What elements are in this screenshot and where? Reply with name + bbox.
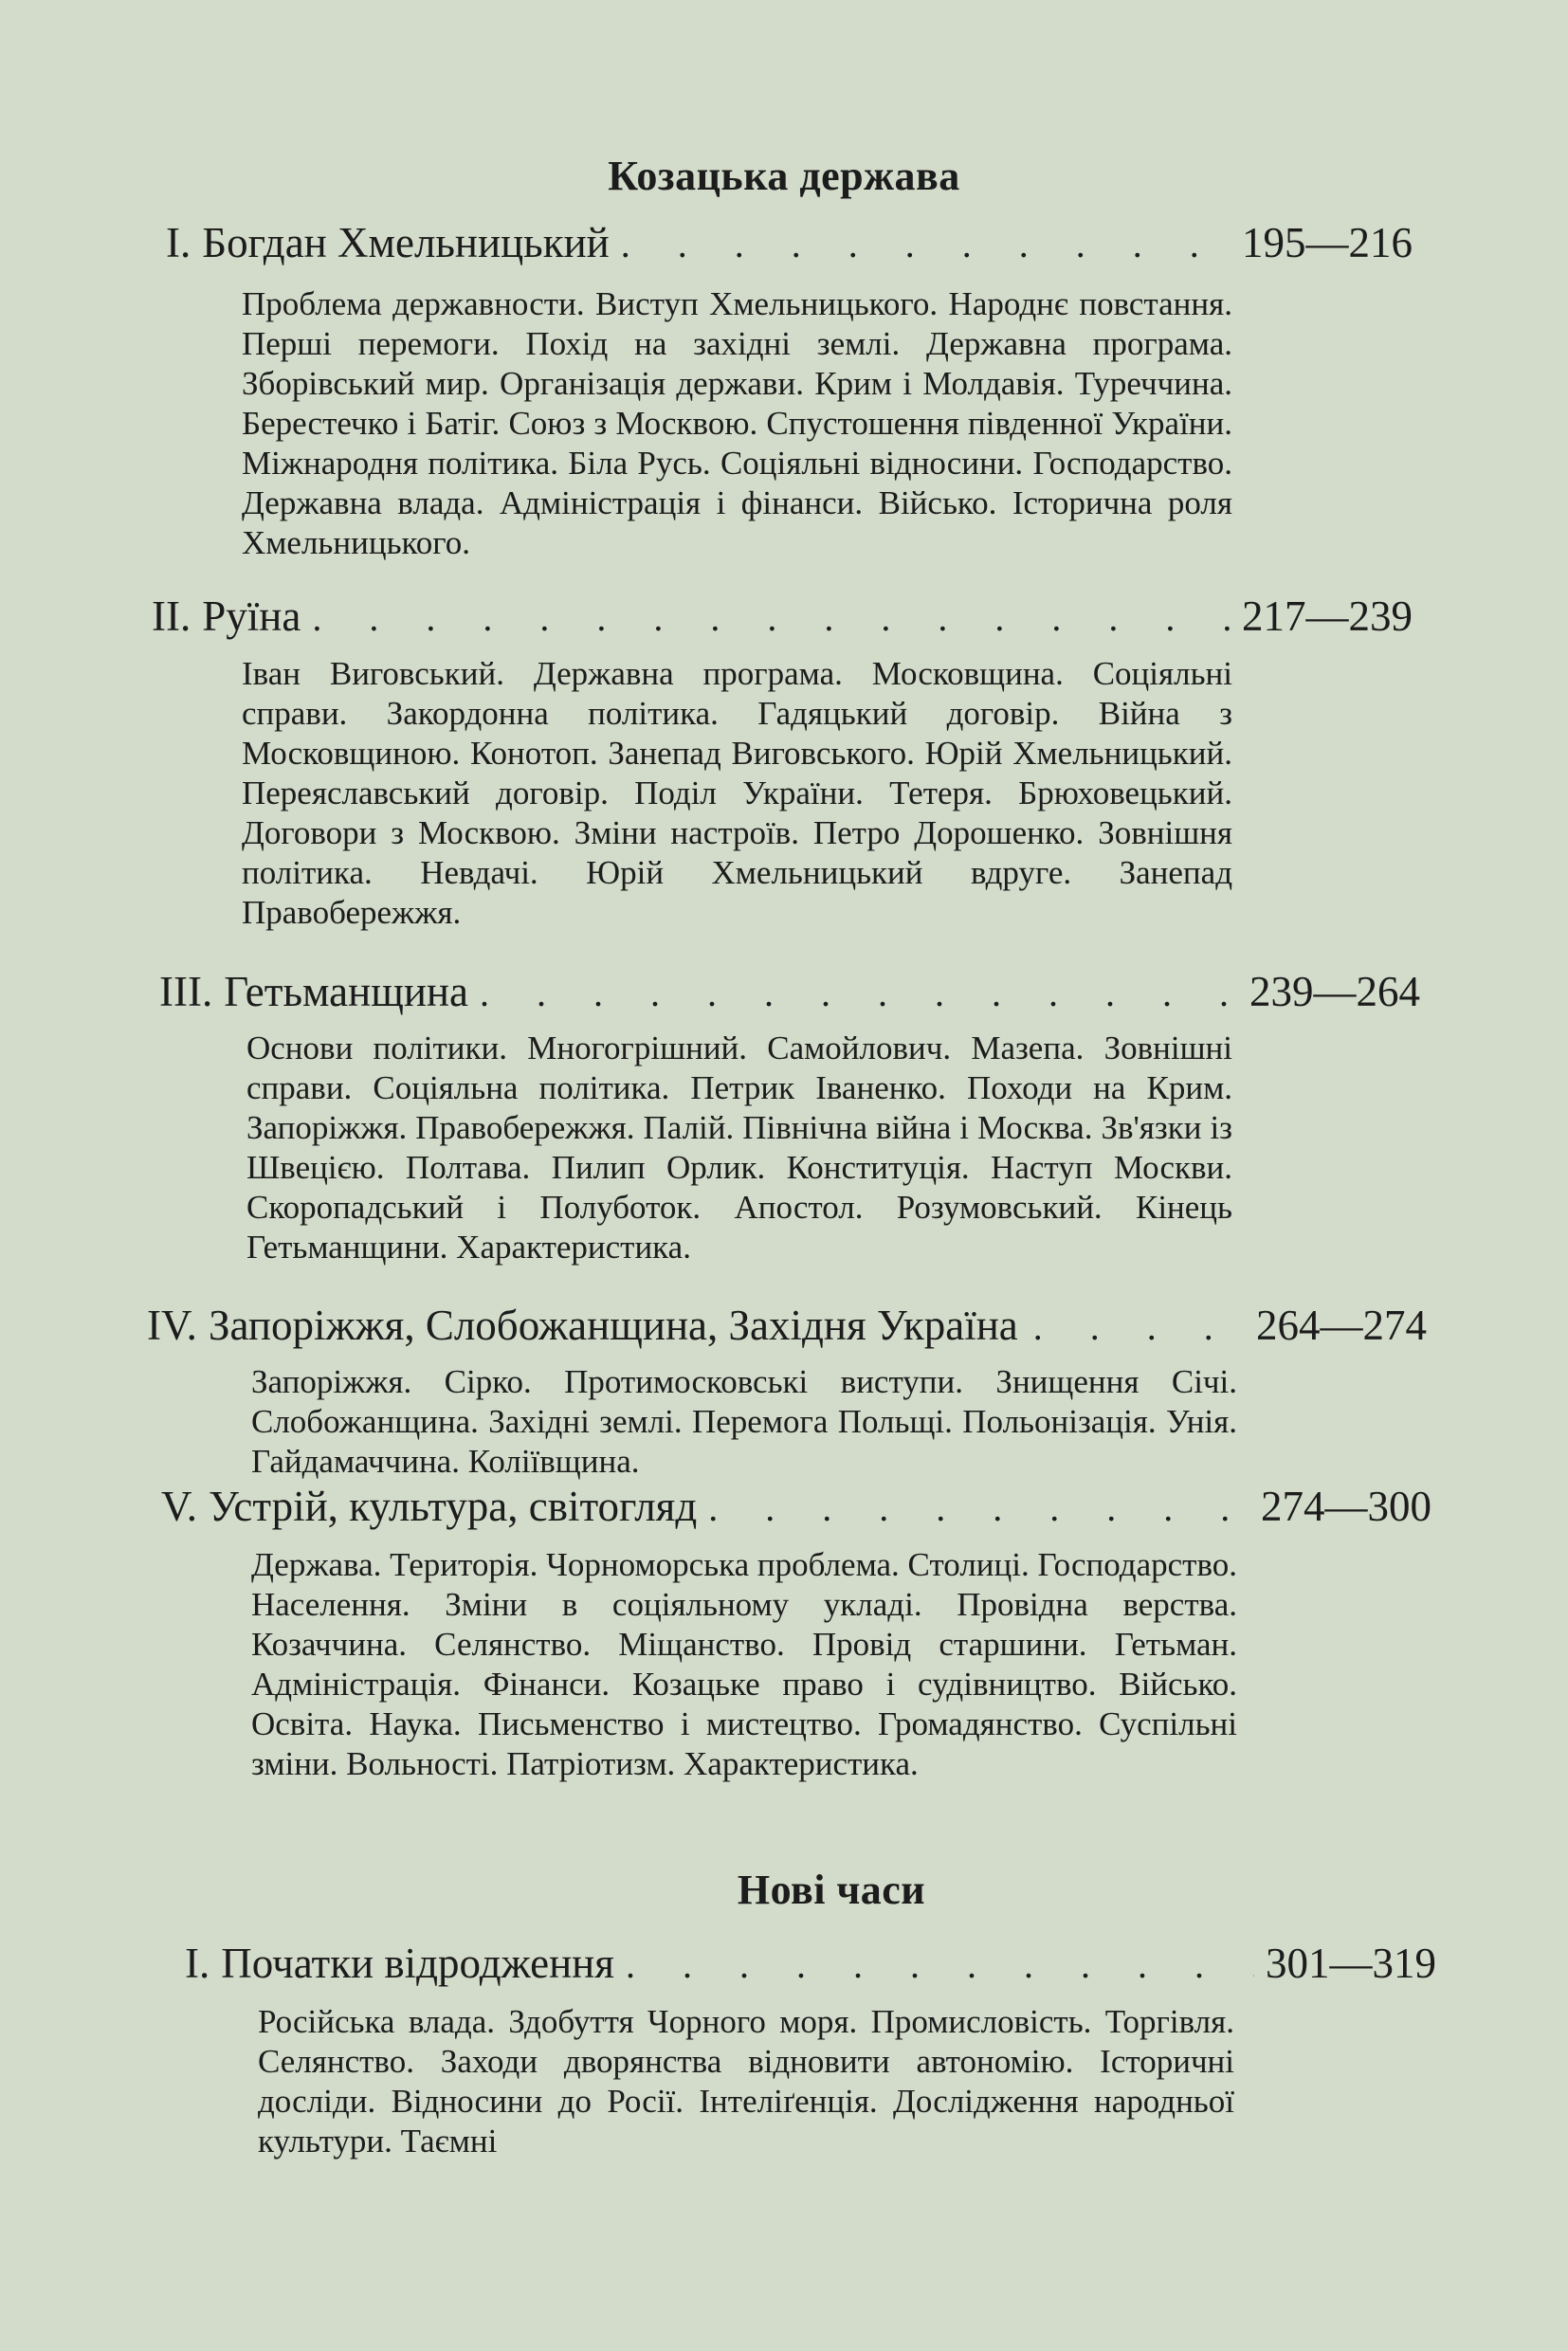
chapter-heading-2	[152, 592, 1413, 643]
chapter-summary: Основи політики. Многогрішний. Самойлович. Мазепа. Зовнішні справи. Соціяльна політика. Петрик Іваненко. Походи на Крим. Запоріжжя. Правобережжя. Палій. Північна війна і Москва. Зв'язки із Швецією. Полтава. Пилип Орлик. Конституція. Наступ Москви. Скоропадський і Полуботок. Апостол. Розумовський. Кінець Гетьманщини. Характеристика.	[246, 1030, 1232, 1266]
chapter-summary: Держава. Територія. Чорноморська проблема. Столиці. Господарство. Населення. Зміни в соціяльному укладі. Провідна верства. Козаччина. Селянство. Міщанство. Провід старшини. Гетьман. Адміністрація. Фінанси. Козацьке право і судівництво. Військо. Освіта. Наука. Письменство і мистецтво. Громадянство. Суспільні зміни. Вольності. Патріотизм. Характеристика.	[251, 1546, 1237, 1782]
chapter-summary: Іван Виговський. Державна програма. Московщина. Соціяльні справи. Закордонна політика. Гадяцький договір. Війна з Московщиною. Конотоп. Занепад Виговського. Юрій Хмельницький. Переяславський договір. Поділ України. Тетеря. Брюховецький. Договори з Москвою. Зміни настроїв. Петро Дорошенко. Зовнішня політика. Невдачі. Юрій Хмельницький вдруге. Занепад Правобережжя.	[242, 655, 1232, 931]
dot-leader	[626, 1942, 1254, 1987]
chapter-number: II.	[152, 592, 191, 640]
chapter-number: III.	[159, 968, 213, 1015]
chapter-title: Запоріжжя, Слобожанщина, Західня Україна	[208, 1302, 1018, 1349]
chapter-summary: Запоріжжя. Сірко. Протимосковські виступи. Знищення Січі. Слобожанщина. Західні землі. Перемога Польщі. Польонізація. Унія. Гайдамаччина. Коліївщина.	[251, 1363, 1237, 1480]
chapter-heading-5	[161, 1482, 1431, 1533]
chapter-heading-3	[159, 967, 1420, 1018]
chapter-summary: Російська влада. Здобуття Чорного моря. Промисловість. Торгівля. Селянство. Заходи дворянства відновити автономію. Історичні досліди. Відносини до Росії. Інтеліґенція. Дослідження народньої культури. Таємні	[258, 2003, 1234, 2160]
page-range: 264—274	[1256, 1302, 1427, 1349]
chapter-title: Початки відродження	[221, 1940, 614, 1987]
section-title-novi-chasy: Нові часи	[737, 1867, 926, 1913]
page-range: 217—239	[1242, 592, 1413, 640]
dot-leader	[480, 971, 1238, 1015]
chapter-heading-4	[147, 1301, 1427, 1352]
chapter-title: Богдан Хмельницький	[202, 219, 610, 266]
chapter-number: I.	[166, 219, 191, 266]
chapter-title: Гетьманщина	[224, 968, 468, 1015]
chapter-title: Руїна	[202, 592, 301, 640]
page-range: 301—319	[1266, 1940, 1436, 1987]
chapter-number: IV.	[147, 1302, 197, 1349]
chapter-heading-6	[185, 1939, 1436, 1990]
dot-leader	[708, 1485, 1249, 1530]
dot-leader	[1033, 1304, 1241, 1349]
chapter-number: I.	[185, 1940, 210, 1987]
chapter-summary: Проблема державности. Виступ Хмельницького. Народнє повстання. Перші перемоги. Похід на західні землі. Державна програма. Зборівський мир. Організація держави. Крим і Молдавія. Туреччина. Берестечко і Батіг. Союз з Москвою. Спустошення південної України. Міжнародня політика. Біла Русь. Соціяльні відносини. Господарство. Державна влада. Адміністрація і фінанси. Військо. Історична роля Хмельницького.	[242, 285, 1232, 561]
chapter-title: Устрій, культура, світогляд	[208, 1483, 698, 1530]
dot-leader	[312, 595, 1231, 640]
chapter-number: V.	[161, 1483, 197, 1530]
page-range: 274—300	[1261, 1483, 1431, 1530]
chapter-heading-1	[166, 218, 1413, 269]
dot-leader	[621, 222, 1231, 266]
page-range: 195—216	[1242, 219, 1413, 266]
section-title-kozatska-derzhava: Козацька держава	[608, 153, 960, 199]
page-range: 239—264	[1249, 968, 1420, 1015]
